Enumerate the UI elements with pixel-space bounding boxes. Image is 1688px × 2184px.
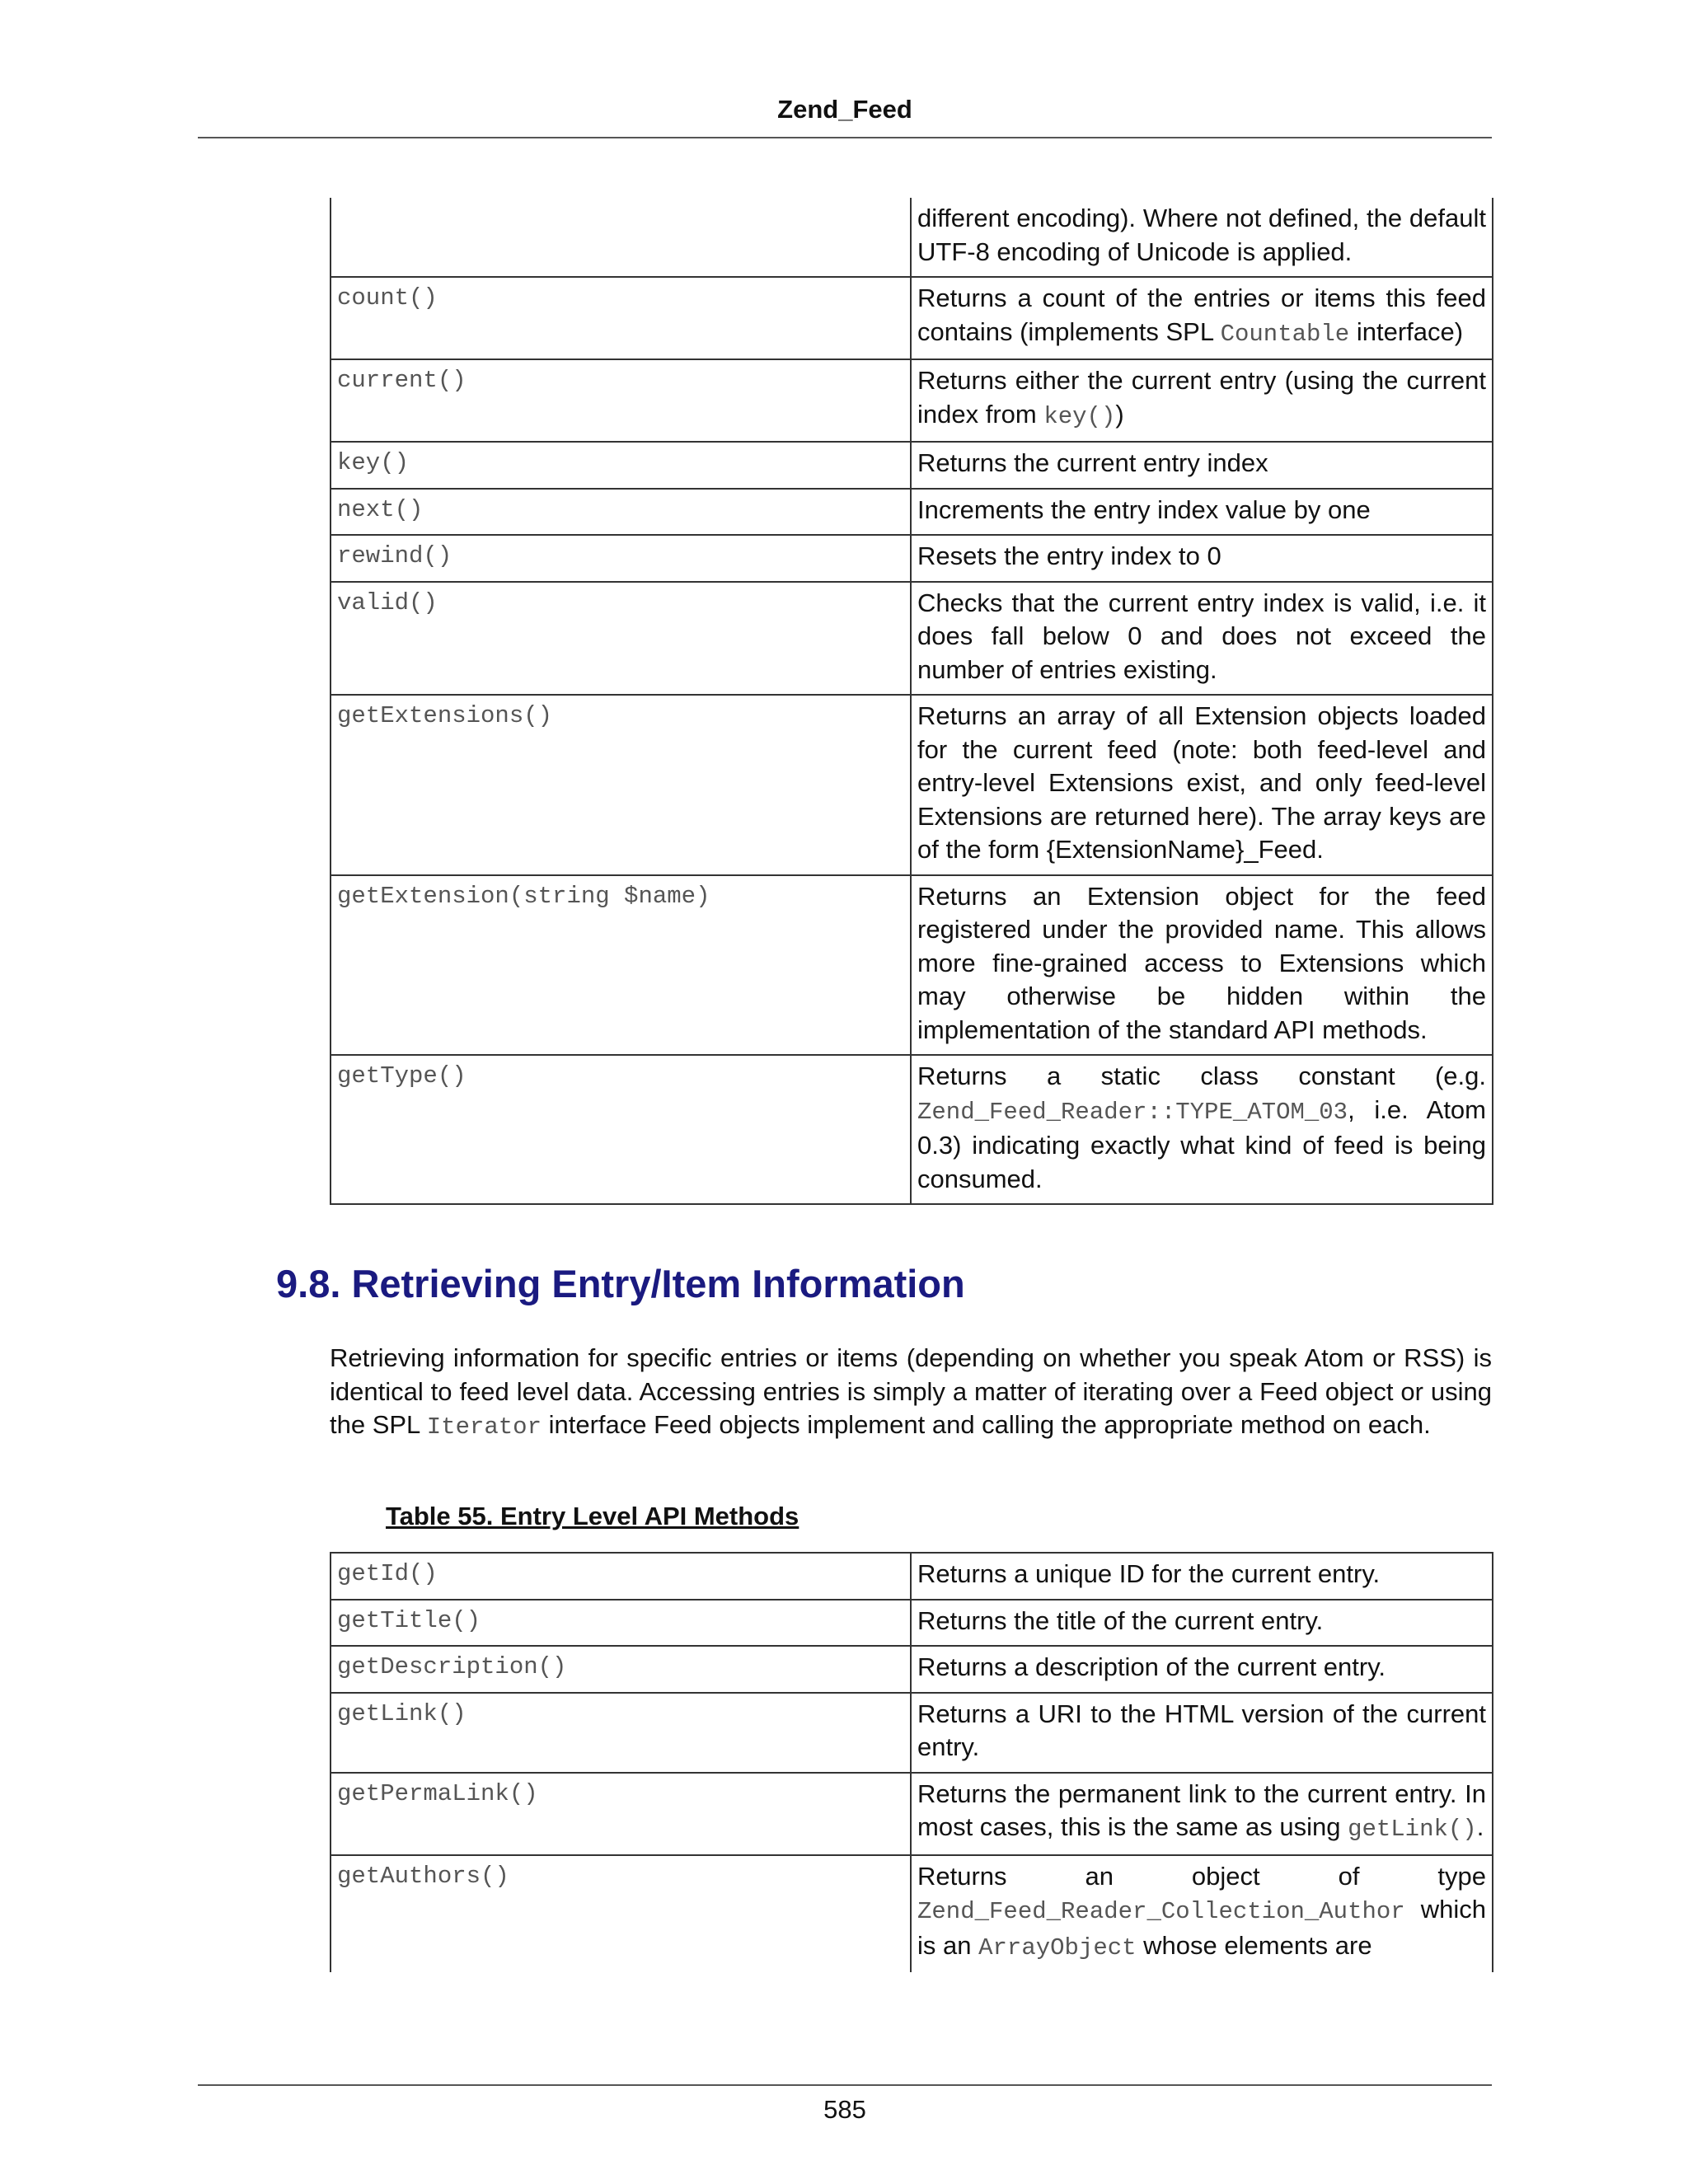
table-row xyxy=(331,1773,1493,1855)
header-rule xyxy=(198,137,1492,138)
method-description: Resets the entry index to 0 xyxy=(911,535,1493,582)
table-row xyxy=(331,489,1493,536)
method-name: getAuthors() xyxy=(331,1855,911,1973)
table-row xyxy=(331,1693,1493,1773)
method-name: getType() xyxy=(331,1055,911,1204)
method-description: Returns an array of all Extension objects loaded for the current feed (note: both feed-level and entry-level Extensions exist, and only feed-level Extensions are returned here). The array keys are of the form {ExtensionName}_Feed. xyxy=(911,695,1493,875)
method-description: Returns a count of the entries or items this feed contains (implements SPL Countable interface) xyxy=(911,277,1493,359)
table-row xyxy=(331,1055,1493,1204)
table-row xyxy=(331,1646,1493,1693)
method-description: Returns the permanent link to the current entry. In most cases, this is the same as using getLink(). xyxy=(911,1773,1493,1855)
section-heading: 9.8. Retrieving Entry/Item Information xyxy=(276,1262,965,1305)
method-description: different encoding). Where not defined, the default UTF-8 encoding of Unicode is applied. xyxy=(911,198,1493,277)
method-name: current() xyxy=(331,359,911,442)
table-row xyxy=(331,875,1493,1056)
method-name: key() xyxy=(331,442,911,489)
method-name: getExtensions() xyxy=(331,695,911,875)
method-name: next() xyxy=(331,489,911,536)
method-description: Returns the title of the current entry. xyxy=(911,1600,1493,1647)
table-row xyxy=(331,1553,1493,1600)
table-row xyxy=(331,582,1493,696)
table-row xyxy=(331,535,1493,582)
feed-api-table xyxy=(330,198,1492,1205)
table-row xyxy=(331,277,1493,359)
inline-code: Zend_Feed_Reader_Collection_Author xyxy=(917,1898,1405,1925)
table-caption: Table 55. Entry Level API Methods xyxy=(386,1502,799,1530)
method-name: getId() xyxy=(331,1553,911,1600)
method-name: getDescription() xyxy=(331,1646,911,1693)
method-name: rewind() xyxy=(331,535,911,582)
table-row xyxy=(331,695,1493,875)
method-description: Increments the entry index value by one xyxy=(911,489,1493,536)
entry-api-table xyxy=(330,1552,1492,1972)
method-name: getLink() xyxy=(331,1693,911,1773)
method-name: getPermaLink() xyxy=(331,1773,911,1855)
method-description: Returns a static class constant (e.g. Zend_Feed_Reader::TYPE_ATOM_03, i.e. Atom 0.3) indicating exactly what kind of feed is being consumed. xyxy=(911,1055,1493,1204)
inline-code: Zend_Feed_Reader::TYPE_ATOM_03 xyxy=(917,1098,1348,1126)
method-description: Returns a description of the current entry. xyxy=(911,1646,1493,1693)
inline-code: key() xyxy=(1043,402,1116,430)
method-description: Returns an object of type Zend_Feed_Reader_Collection_Author which is an ArrayObject whose elements are xyxy=(911,1855,1493,1973)
method-description: Returns either the current entry (using the current index from key()) xyxy=(911,359,1493,442)
inline-code: ArrayObject xyxy=(978,1933,1137,1961)
method-name: count() xyxy=(331,277,911,359)
method-description: Returns the current entry index xyxy=(911,442,1493,489)
method-name: getExtension(string $name) xyxy=(331,875,911,1056)
method-description: Checks that the current entry index is valid, i.e. it does fall below 0 and does not exceed the number of entries existing. xyxy=(911,582,1493,696)
table-row xyxy=(331,1600,1493,1647)
method-name: valid() xyxy=(331,582,911,696)
table-row xyxy=(331,198,1493,277)
method-description: Returns an Extension object for the feed registered under the provided name. This allows more fine-grained access to Extensions which may otherwise be hidden within the implementation of the standard API methods. xyxy=(911,875,1493,1056)
inline-code: Iterator xyxy=(426,1413,542,1441)
inline-code: getLink() xyxy=(1348,1816,1477,1843)
section-paragraph: Retrieving information for specific entries or items (depending on whether you speak Atom or RSS) is identical to feed level data. Accessing entries is simply a matter of iterating over a Feed object or using the SPL Iterator interface Feed objects implement and calling the appropriate method on each. xyxy=(330,1343,1492,1441)
feed-api-methods-table xyxy=(330,198,1493,1205)
page-header-title: Zend_Feed xyxy=(777,95,912,124)
footer-rule xyxy=(198,2084,1492,2086)
entry-api-methods-table xyxy=(330,1552,1493,1972)
page-number: 585 xyxy=(823,2095,866,2124)
method-description: Returns a unique ID for the current entry. xyxy=(911,1553,1493,1600)
inline-code: Countable xyxy=(1220,320,1350,348)
method-name xyxy=(331,198,911,277)
table-row xyxy=(331,359,1493,442)
method-name: getTitle() xyxy=(331,1600,911,1647)
method-description: Returns a URI to the HTML version of the current entry. xyxy=(911,1693,1493,1773)
table-row xyxy=(331,442,1493,489)
table-row xyxy=(331,1855,1493,1973)
